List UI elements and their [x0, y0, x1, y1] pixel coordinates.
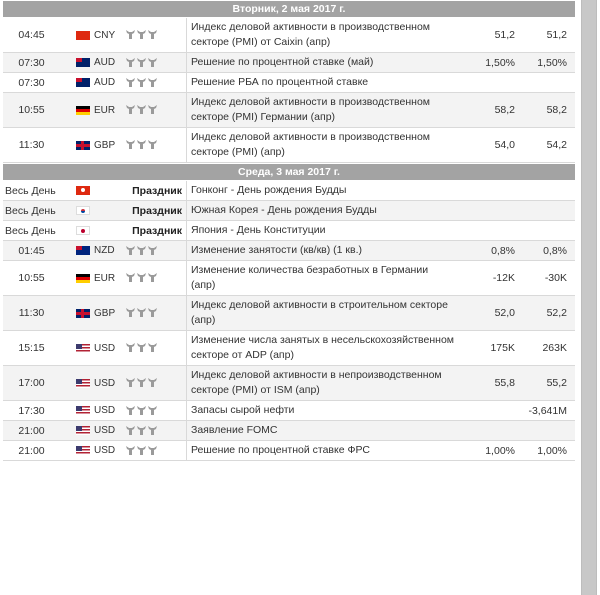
- event-currency: [60, 445, 116, 456]
- event-time: 17:30: [18, 404, 45, 417]
- event-row[interactable]: [3, 261, 575, 296]
- currency-code: NZD: [94, 245, 115, 256]
- bull-icon: [126, 378, 135, 388]
- event-forecast: 263K: [542, 342, 567, 354]
- currency-code: AUD: [94, 57, 116, 68]
- event-name[interactable]: Гонконг - День рождения Будды: [186, 181, 459, 200]
- holiday-label: Праздник: [132, 224, 182, 237]
- event-time: Весь День: [5, 204, 56, 217]
- currency-code: USD: [94, 445, 116, 456]
- event-time: Весь День: [5, 224, 56, 237]
- event-forecast: -30K: [544, 272, 567, 284]
- event-currency: [60, 273, 116, 284]
- event-row[interactable]: [3, 221, 575, 241]
- bull-icon: [148, 378, 157, 388]
- event-name[interactable]: Решение РБА по процентной ставке: [186, 73, 459, 92]
- us-flag-icon: [76, 426, 90, 435]
- event-row[interactable]: [3, 128, 575, 163]
- event-time: 07:30: [18, 76, 45, 89]
- event-importance: [116, 77, 186, 89]
- event-forecast: 55,2: [546, 377, 567, 389]
- event-importance: [116, 139, 186, 151]
- event-row[interactable]: [3, 401, 575, 421]
- bull-icon: [148, 105, 157, 115]
- event-row[interactable]: [3, 18, 575, 53]
- event-forecast: 51,2: [546, 29, 567, 41]
- event-importance: [116, 57, 186, 69]
- event-actual: 54,0: [494, 139, 515, 151]
- bull-icon: [137, 58, 146, 68]
- economic-calendar: [3, 0, 575, 461]
- bull-icon: [148, 426, 157, 436]
- event-actual: 1,00%: [485, 444, 515, 457]
- event-actual: 55,8: [494, 377, 515, 389]
- currency-code: CNY: [94, 29, 116, 41]
- event-forecast: 58,2: [546, 104, 567, 116]
- bull-icon: [148, 273, 157, 283]
- event-name[interactable]: Южная Корея - День рождения Будды: [186, 201, 459, 220]
- us-flag-icon: [76, 379, 90, 388]
- event-currency: [60, 140, 116, 151]
- bull-icon: [148, 406, 157, 416]
- currency-code: GBP: [94, 139, 116, 151]
- event-currency: [60, 226, 116, 235]
- event-importance: [116, 342, 186, 354]
- event-currency: [60, 245, 116, 256]
- event-row[interactable]: [3, 366, 575, 401]
- event-importance: [116, 445, 186, 457]
- event-name[interactable]: Индекс деловой активности в производственном секторе (PMI) Германии (апр): [186, 93, 459, 127]
- event-name[interactable]: Решение по процентной ставке ФРС: [186, 441, 459, 460]
- event-actual: 58,2: [494, 104, 515, 116]
- event-importance: [116, 245, 186, 257]
- event-time: 04:45: [18, 29, 45, 41]
- event-forecast: -3,641M: [528, 404, 567, 417]
- event-importance: [116, 405, 186, 417]
- holiday-label: Праздник: [132, 204, 182, 217]
- gb-flag-icon: [76, 141, 90, 150]
- currency-code: USD: [94, 377, 116, 389]
- event-row[interactable]: [3, 181, 575, 201]
- bull-icon: [148, 30, 157, 40]
- event-currency: [60, 378, 116, 389]
- bull-icon: [137, 105, 146, 115]
- scrollbar-track[interactable]: [581, 0, 597, 595]
- event-name[interactable]: Япония - День Конституции: [186, 221, 459, 240]
- currency-code: EUR: [94, 272, 116, 284]
- event-currency: [60, 30, 116, 41]
- scrollbar[interactable]: [578, 0, 600, 595]
- event-time: 15:15: [18, 342, 45, 354]
- event-currency: [60, 186, 116, 195]
- event-name[interactable]: Запасы сырой нефти: [186, 401, 459, 420]
- event-forecast: 1,00%: [537, 444, 567, 457]
- event-actual: 0,8%: [491, 244, 515, 257]
- bull-icon: [126, 78, 135, 88]
- event-actual: -12K: [492, 272, 515, 284]
- event-name[interactable]: Решение по процентной ставке (май): [186, 53, 459, 72]
- bull-icon: [148, 343, 157, 353]
- holiday-label: Праздник: [132, 184, 182, 197]
- bull-icon: [126, 30, 135, 40]
- hk-flag-icon: [76, 186, 90, 195]
- event-time: 11:30: [18, 307, 45, 319]
- day-header: Вторник, 2 мая 2017 г.: [3, 0, 575, 18]
- nz-flag-icon: [76, 246, 90, 255]
- event-row[interactable]: [3, 331, 575, 366]
- bull-icon: [126, 273, 135, 283]
- au-flag-icon: [76, 58, 90, 67]
- currency-code: GBP: [94, 307, 116, 319]
- bull-icon: [137, 406, 146, 416]
- event-time: 11:30: [18, 139, 45, 151]
- event-row[interactable]: [3, 93, 575, 128]
- event-time: 10:55: [18, 272, 45, 284]
- bull-icon: [126, 446, 135, 456]
- event-currency: [60, 405, 116, 416]
- cn-flag-icon: [76, 31, 90, 40]
- kr-flag-icon: [76, 206, 90, 215]
- event-currency: [60, 425, 116, 436]
- event-name[interactable]: Индекс деловой активности в производственном секторе (PMI) (апр): [186, 128, 459, 162]
- event-forecast: 1,50%: [537, 56, 567, 69]
- event-row[interactable]: [3, 53, 575, 73]
- bull-icon: [148, 308, 157, 318]
- event-row[interactable]: [3, 441, 575, 461]
- bull-icon: [126, 140, 135, 150]
- currency-code: EUR: [94, 104, 116, 116]
- bull-icon: [148, 246, 157, 256]
- bull-icon: [126, 308, 135, 318]
- event-currency: [60, 343, 116, 354]
- event-time: 21:00: [18, 444, 45, 457]
- event-actual: 51,2: [494, 29, 515, 41]
- event-time: 07:30: [18, 56, 45, 69]
- bull-icon: [137, 308, 146, 318]
- currency-code: USD: [94, 405, 116, 416]
- bull-icon: [137, 246, 146, 256]
- event-name[interactable]: Индекс деловой активности в производственном секторе (PMI) от Caixin (апр): [186, 18, 459, 52]
- event-row[interactable]: [3, 73, 575, 93]
- event-actual: 1,50%: [485, 56, 515, 69]
- au-flag-icon: [76, 78, 90, 87]
- event-time: 01:45: [18, 244, 45, 257]
- event-time: 10:55: [18, 104, 45, 116]
- event-forecast: 0,8%: [543, 244, 567, 257]
- event-currency: [60, 206, 116, 215]
- bull-icon: [137, 140, 146, 150]
- event-actual: 52,0: [494, 307, 515, 319]
- event-importance: [116, 29, 186, 41]
- event-row[interactable]: [3, 201, 575, 221]
- bull-icon: [126, 246, 135, 256]
- event-importance: [116, 272, 186, 284]
- event-importance: [116, 307, 186, 319]
- bull-icon: [137, 378, 146, 388]
- event-forecast: 54,2: [546, 139, 567, 151]
- event-importance: [116, 425, 186, 437]
- bull-icon: [137, 78, 146, 88]
- event-currency: [60, 57, 116, 68]
- currency-code: USD: [94, 425, 116, 436]
- event-row[interactable]: [3, 421, 575, 441]
- event-currency: [60, 105, 116, 116]
- bull-icon: [137, 343, 146, 353]
- event-name[interactable]: Заявление FOMC: [186, 421, 459, 440]
- de-flag-icon: [76, 106, 90, 115]
- event-importance: [116, 104, 186, 116]
- de-flag-icon: [76, 274, 90, 283]
- jp-flag-icon: [76, 226, 90, 235]
- event-actual: 175K: [490, 342, 515, 354]
- event-name[interactable]: Изменение числа занятых в несельскохозяйственном секторе от ADP (апр): [186, 331, 459, 365]
- bull-icon: [126, 343, 135, 353]
- bull-icon: [137, 30, 146, 40]
- event-importance: [116, 377, 186, 389]
- day-header: Среда, 3 мая 2017 г.: [3, 163, 575, 181]
- event-row[interactable]: [3, 241, 575, 261]
- event-name[interactable]: Индекс деловой активности в непроизводственном секторе (PMI) от ISM (апр): [186, 366, 459, 400]
- event-name[interactable]: Изменение занятости (кв/кв) (1 кв.): [186, 241, 459, 260]
- event-time: Весь День: [5, 184, 56, 197]
- currency-code: AUD: [94, 77, 116, 88]
- us-flag-icon: [76, 446, 90, 455]
- event-currency: [60, 308, 116, 319]
- event-time: 21:00: [18, 424, 45, 437]
- event-name[interactable]: Изменение количества безработных в Германии (апр): [186, 261, 459, 295]
- bull-icon: [126, 406, 135, 416]
- bull-icon: [148, 78, 157, 88]
- us-flag-icon: [76, 344, 90, 353]
- us-flag-icon: [76, 406, 90, 415]
- bull-icon: [148, 58, 157, 68]
- bull-icon: [126, 426, 135, 436]
- event-forecast: 52,2: [546, 307, 567, 319]
- bull-icon: [126, 58, 135, 68]
- event-time: 17:00: [18, 377, 45, 389]
- bull-icon: [126, 105, 135, 115]
- event-row[interactable]: [3, 296, 575, 331]
- gb-flag-icon: [76, 309, 90, 318]
- currency-code: USD: [94, 342, 116, 354]
- bull-icon: [137, 426, 146, 436]
- bull-icon: [137, 446, 146, 456]
- bull-icon: [148, 140, 157, 150]
- bull-icon: [148, 446, 157, 456]
- event-name[interactable]: Индекс деловой активности в строительном секторе (апр): [186, 296, 459, 330]
- bull-icon: [137, 273, 146, 283]
- event-currency: [60, 77, 116, 88]
